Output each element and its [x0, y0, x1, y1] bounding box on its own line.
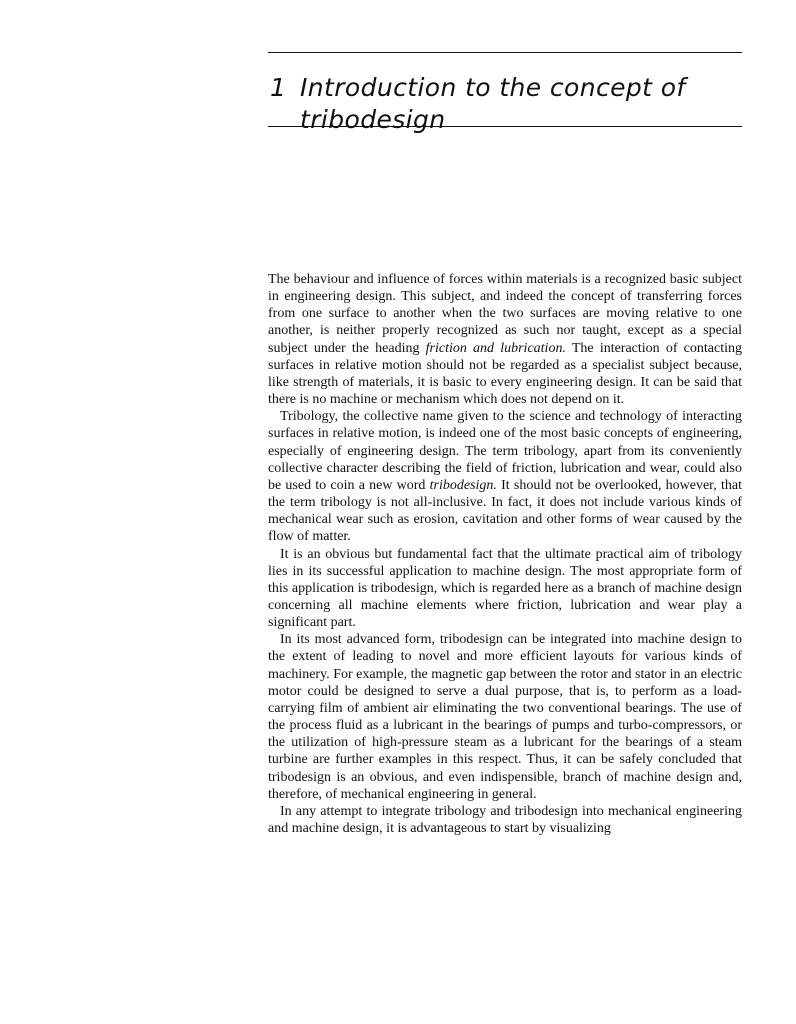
heading-rule-bottom: [268, 126, 742, 127]
paragraph-2-emphasis: tribodesign.: [429, 477, 497, 493]
heading-rule-top: [268, 52, 742, 53]
paragraph-1-text-a: The behaviour and influence of forces within materials is a recognized basic subject in engineering design. This subject, and indeed the concept of transferring forces from one surface to another when the two surfaces are moving relative to one another, is neither properly recognized as such nor taught, except as a special subject under the heading: [268, 272, 742, 356]
paragraph-4: In its most advanced form, tribodesign can be integrated into machine design to the extent of leading to novel and more efficient layouts for various kinds of machinery. For example, the magnetic gap between the rotor and stator in an electric motor could be designed to serve a dual purpose, that is, to perform as a load-carrying film of ambient air eliminating the two conventional bearings. The use of the process fluid as a lubricant in the bearings of pumps and turbo-compressors, or the utilization of high-pressure steam as a lubricant for the bearings of a steam turbine are further examples in this respect. Thus, it can be safely concluded that tribodesign is an obvious, and even indispensible, branch of machine design and, therefore, of mechanical engineering in general.: [268, 632, 742, 802]
paragraph-1-emphasis: friction and lubrication.: [425, 340, 566, 356]
chapter-title-line2: tribodesign: [300, 104, 446, 134]
chapter-body: [268, 271, 742, 837]
paragraph-1-text-b: The interaction of contacting surfaces in relative motion should not be regarded as a specialist subject because, like strength of materials, it is basic to every engineering design. It can be said that there is no machine or mechanism which does not depend on it.: [268, 340, 742, 408]
chapter-title-line1: Introduction to the concept of: [300, 72, 686, 102]
paragraph-2: [268, 408, 742, 545]
paragraph-2-text-a: Tribology, the collective name given to the science and technology of interacting surfaces in relative motion, is indeed one of the most basic concepts of engineering, especially of engineering design. The term tribology, apart from its conveniently collective character describing the field of friction, lubrication and wear, could also be used to coin a new word: [268, 409, 742, 493]
paragraph-5: In any attempt to integrate tribology and tribodesign into mechanical engineering and machine design, it is advantageous to start by visualizing: [268, 803, 742, 836]
paragraph-2-text-b: It should not be overlooked, however, that the term tribology is not all-inclusive. In fact, it does not include various kinds of mechanical wear such as erosion, cavitation and other forms of wear caused by the flow of matter.: [268, 477, 742, 545]
chapter-number: 1: [270, 72, 287, 102]
paragraph-1: [268, 271, 742, 408]
paragraph-3: It is an obvious but fundamental fact that the ultimate practical aim of tribology lies in its successful application to machine design. The most appropriate form of this application is tribodesign, which is regarded here as a branch of machine design concerning all machine elements where friction, lubrication and wear play a significant part.: [268, 546, 742, 631]
